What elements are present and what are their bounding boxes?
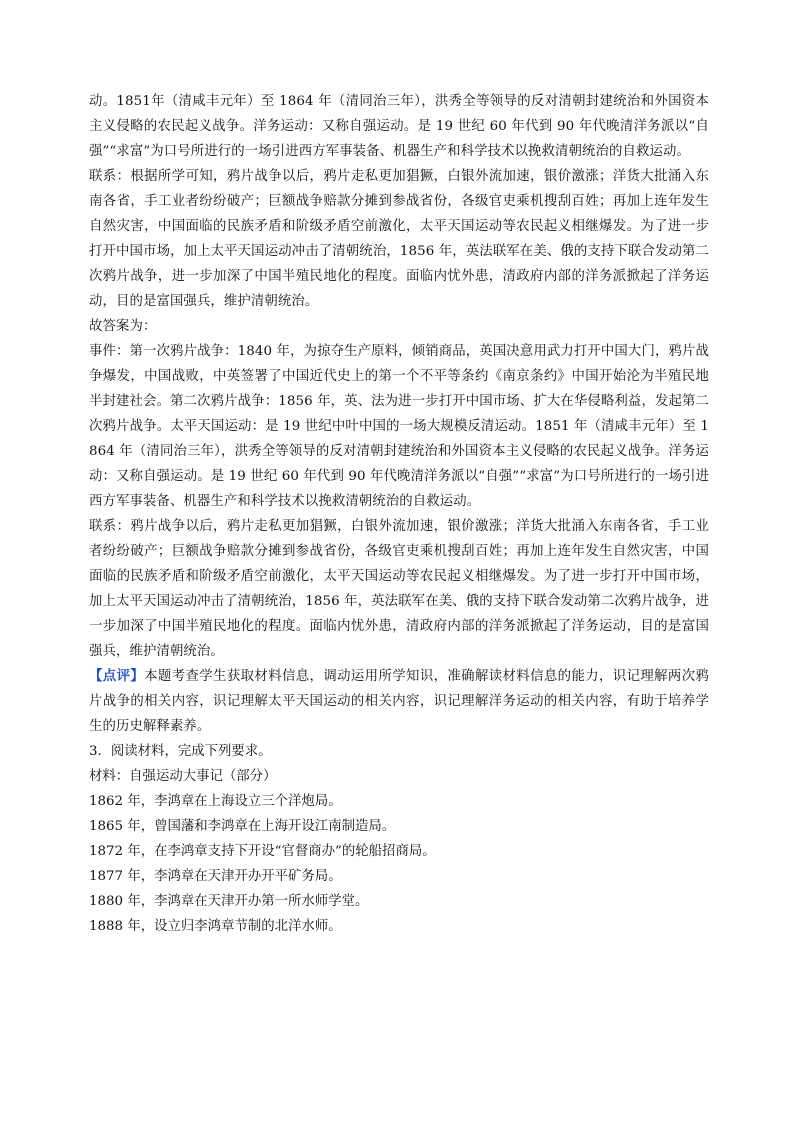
paragraph-events: 事件：第一次鸦片战争：1840 年，为掠夺生产原料，倾销商品，英国决意用武力打开中国大门，鸦片战争爆发，中国战败，中英签署了中国近代史上的第一个不平等条约《南京条约》中国开始沦为半殖民地半封建社会。第二次鸦片战争：1856 年，英、法为进一步打开中国市场、扩大在华侵略利益，发起第二次鸦片战争。太平天国运动：是 19 世纪中叶中国的一场大规模反清运动。1851 年（清咸丰元年）至 1864 年（清同治三年），洪秀全等领导的反对清朝封建统治和外国资本主义侵略的农民起义战争。洋务运动：又称自强运动。是 19 世纪 60 年代到 90 年代晚清洋务派以“自强”“求富”为口号所进行的一场引进西方军事装备、机器生产和科学技术以挽救清朝统治的自救运动。 — [89, 344, 709, 509]
paragraph-connection-answer: 联系：鸦片战争以后，鸦片走私更加猖獗，白银外流加速，银价激涨；洋货大批涌入东南各省，手工业者纷纷破产；巨额战争赔款分摊到参战省份，各级官吏乘机搜刮百姓；再加上连年发生自然灾害，中国面临的民族矛盾和阶级矛盾空前激化，太平天国运动等农民起义相继爆发。为了进一步打开中国市场，加上太平天国运动冲击了清朝统治，1856 年，英法联军在美、俄的支持下联合发动第二次鸦片战争，进一步加深了中国半殖民地化的程度。面临内忧外患，清政府内部的洋务派掀起了洋务运动，目的是富国强兵，维护清朝统治。 — [89, 519, 709, 659]
material-title: 材料：自强运动大事记（部分） — [89, 769, 277, 784]
document-page — [89, 89, 709, 939]
event-item: 1877 年，李鸿章在天津开办开平矿务局。 — [89, 869, 342, 884]
paragraph-connection: 联系：根据所学可知，鸦片战争以后，鸦片走私更加猖獗，白银外流加速，银价激涨；洋货大批涌入东南各省，手工业者纷纷破产；巨额战争赔款分摊到参战省份，各级官吏乘机搜刮百姓；再加上连年发生自然灾害，中国面临的民族矛盾和阶级矛盾空前激化，太平天国运动等农民起义相继爆发。为了进一步打开中国市场，加上太平天国运动冲击了清朝统治，1856 年，英法联军在美、俄的支持下联合发动第二次鸦片战争，进一步加深了中国半殖民地化的程度。面临内忧外患，清政府内部的洋务派掀起了洋务运动，目的是富国强兵，维护清朝统治。 — [89, 169, 709, 309]
paragraph-comment — [89, 664, 709, 739]
answer-intro: 故答案为： — [89, 319, 157, 334]
event-item: 1862 年，李鸿章在上海设立三个洋炮局。 — [89, 794, 342, 809]
comment-text: 本题考查学生获取材料信息，调动运用所学知识，准确解读材料信息的能力，识记理解两次鸦片战争的相关内容，识记理解太平天国运动的相关内容，识记理解洋务运动的相关内容，有助于培养学生的历史解释素养。 — [89, 669, 709, 734]
paragraph-continuation: 动。1851年（清咸丰元年）至 1864 年（清同治三年），洪秀全等领导的反对清朝封建统治和外国资本主义侵略的农民起义战争。洋务运动：又称自强运动。是 19 世纪 60 年代到 90 年代晚清洋务派以“自强”“求富”为口号所进行的一场引进西方军事装备、机器生产和科学技术以挽救清朝统治的自救运动。 — [89, 94, 709, 159]
event-item: 1872 年，在李鸿章支持下开设“官督商办”的轮船招商局。 — [89, 844, 436, 859]
event-item: 1880 年，李鸿章在天津开办第一所水师学堂。 — [89, 894, 369, 909]
comment-tag: 【点评】 — [89, 668, 145, 684]
event-item: 1865 年，曾国藩和李鸿章在上海开设江南制造局。 — [89, 819, 396, 834]
question-3: 3．阅读材料，完成下列要求。 — [89, 744, 272, 759]
event-item: 1888 年，设立归李鸿章节制的北洋水师。 — [89, 919, 342, 934]
